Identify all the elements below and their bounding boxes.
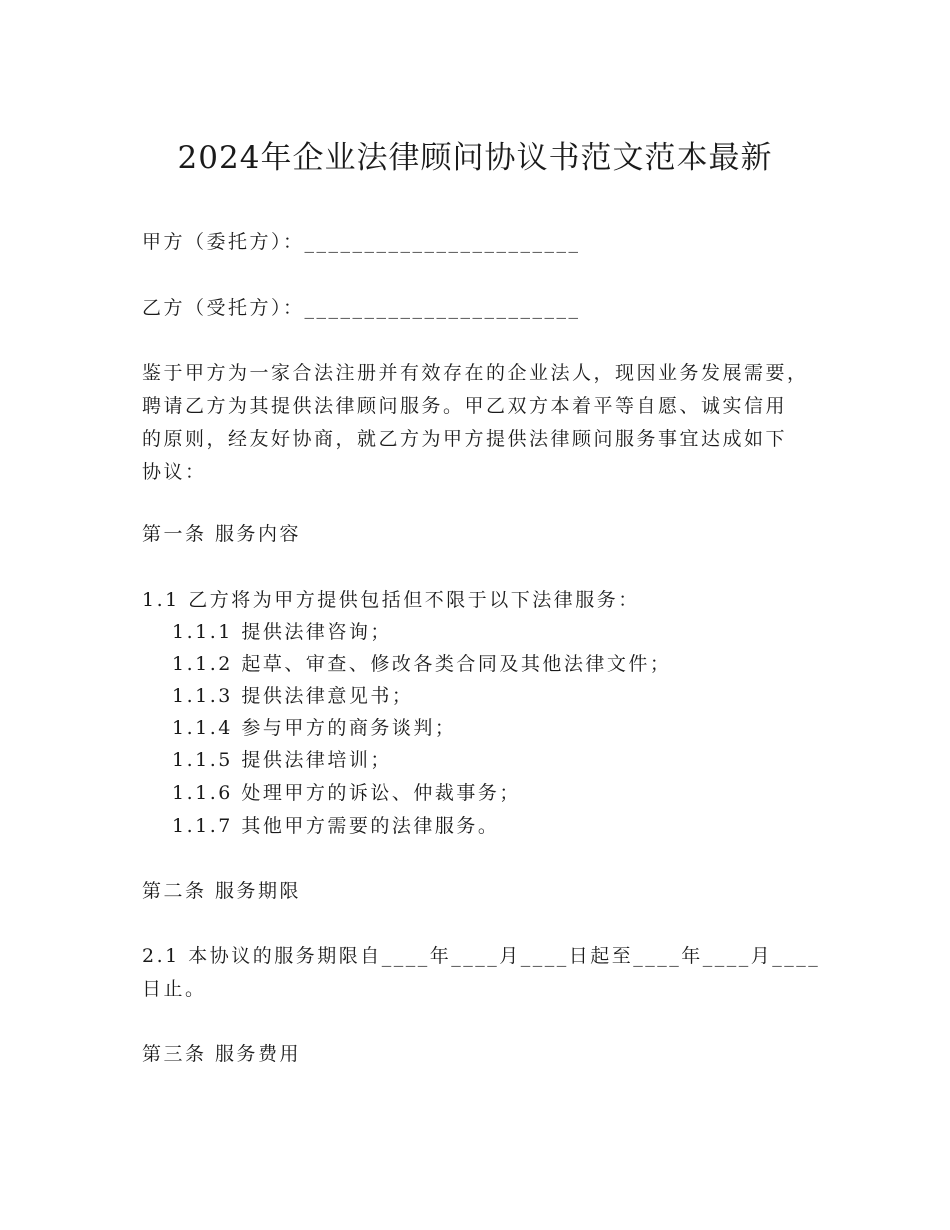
preamble-line: 的原则，经友好协商，就乙方为甲方提供法律顾问服务事宜达成如下 [142,428,788,450]
article1-item: 1.1.7 其他甲方需要的法律服务。 [172,815,500,837]
article1-item: 1.1.1 提供法律咨询； [172,621,392,643]
preamble-line: 鉴于甲方为一家合法注册并有效存在的企业法人，现因业务发展需要， [142,362,809,384]
article2-heading: 第二条 服务期限 [142,880,302,902]
article1-item: 1.1.2 起草、审查、修改各类合同及其他法律文件； [172,653,672,675]
article1-heading: 第一条 服务内容 [142,523,302,545]
article1-item: 1.1.4 参与甲方的商务谈判； [172,717,457,739]
article1-item: 1.1.3 提供法律意见书； [172,685,414,707]
article1-clause: 1.1 乙方将为甲方提供包括但不限于以下法律服务： [142,589,640,611]
article3-heading: 第三条 服务费用 [142,1043,302,1065]
party-a-line: 甲方（委托方）：_______________________ [142,231,581,253]
article2-clause-line: 2.1 本协议的服务期限自____年____月____日起至____年____月____ [142,945,821,967]
preamble-line: 聘请乙方为其提供法律顾问服务。甲乙双方本着平等自愿、诚实信用 [142,395,788,417]
document-title: 2024年企业法律顾问协议书范文范本最新 [177,140,773,176]
article2-clause-line: 日止。 [142,978,207,1000]
preamble-line: 协议： [142,461,207,483]
article1-item: 1.1.6 处理甲方的诉讼、仲裁事务； [172,782,521,804]
party-b-line: 乙方（受托方）：_______________________ [142,297,581,319]
article1-item: 1.1.5 提供法律培训； [172,749,392,771]
